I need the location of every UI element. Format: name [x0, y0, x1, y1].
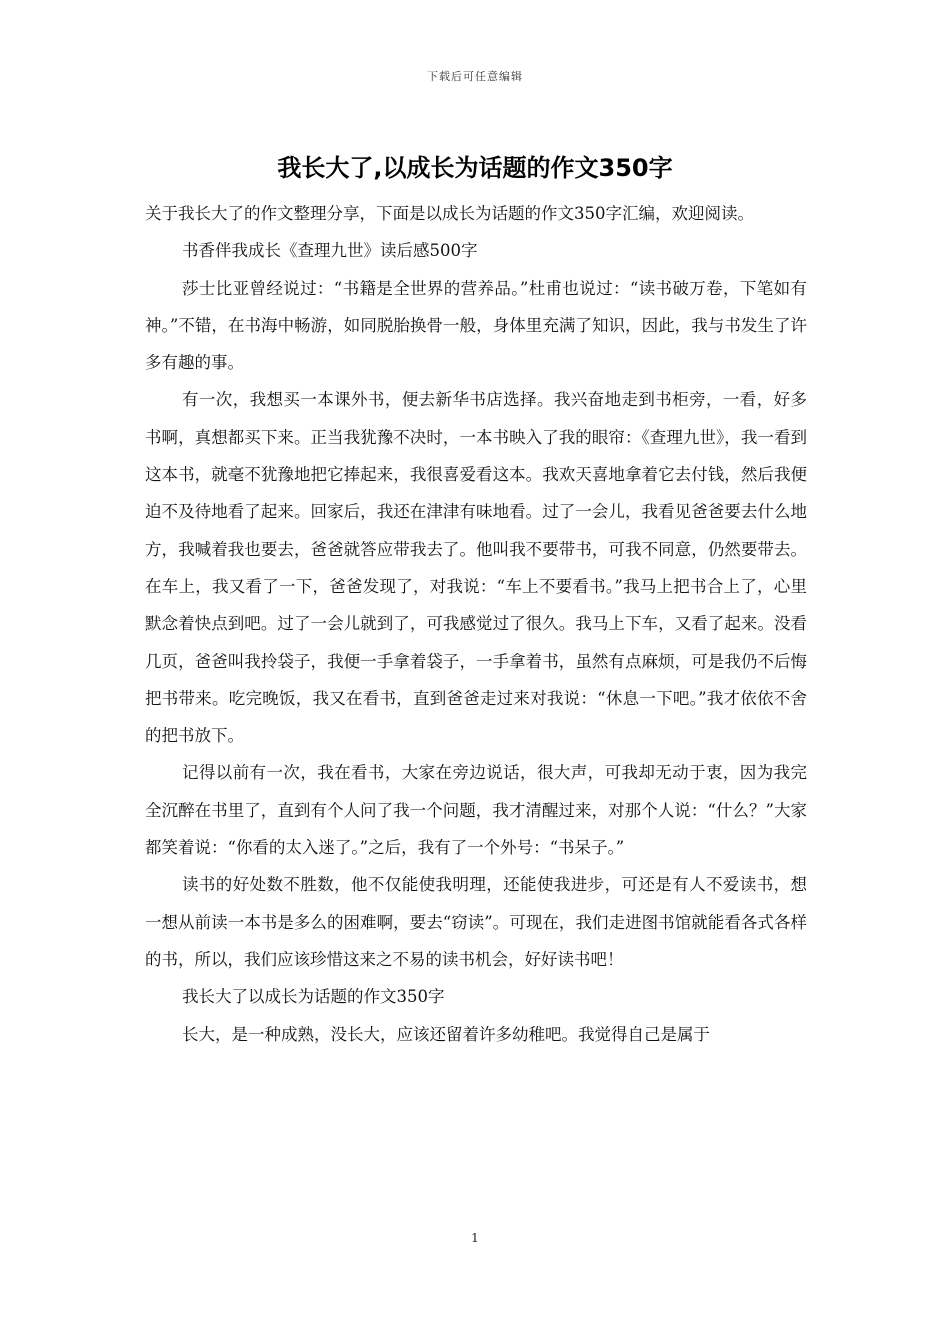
- body-paragraph: 莎士比亚曾经说过：“书籍是全世界的营养品。”杜甫也说过：“读书破万卷，下笔如有神。”不错，在书海中畅游，如同脱胎换骨一般，身体里充满了知识，因此，我与书发生了许多有趣的事。: [145, 278, 807, 373]
- intro-paragraph: 关于我长大了的作文整理分享，下面是以成长为话题的作文350字汇编，欢迎阅读。: [145, 204, 754, 223]
- section-heading: 书香伴我成长《查理九世》读后感500字: [182, 241, 478, 261]
- document-title: 我长大了,以成长为话题的作文350字: [277, 154, 673, 182]
- body-paragraph: 有一次，我想买一本课外书，便去新华书店选择。我兴奋地走到书柜旁，一看，好多书啊，真想都买下来。正当我犹豫不决时，一本书映入了我的眼帘：《查理九世》，我一看到这本书，就毫不犹豫地把它捧起来，我很喜爱看这本。我欢天喜地拿着它去付钱，然后我便迫不及待地看了起来。回家后，我还在津津有味地看。过了一会儿，我看见爸爸要去什么地方，我喊着我也要去，爸爸就答应带我去了。他叫我不要带书，可我不同意，仍然要带去。在车上，我又看了一下，爸爸发现了，对我说：“车上不要看书。”我马上把书合上了，心里默念着快点到吧。过了一会儿就到了，可我感觉过了很久。我马上下车，又看了起来。没看几页，爸爸叫我拎袋子，我便一手拿着袋子，一手拿着书，虽然有点麻烦，可是我仍不后悔把书带来。吃完晚饭，我又在看书，直到爸爸走过来对我说：“休息一下吧。”我才依依不舍的把书放下。: [145, 390, 807, 746]
- body-paragraph: 长大，是一种成熟，没长大，应该还留着许多幼稚吧。我觉得自己是属于: [182, 1024, 710, 1044]
- header-note: 下载后可任意编辑: [427, 70, 523, 83]
- body-paragraph: 读书的好处数不胜数，他不仅能使我明理，还能使我进步，可还是有人不爱读书，想一想从前读一本书是多么的困难啊，要去“窃读”。可现在，我们走进图书馆就能看各式各样的书，所以，我们应该珍惜这来之不易的读书机会，好好读书吧！: [145, 875, 807, 969]
- body-paragraph: 记得以前有一次，我在看书，大家在旁边说话，很大声，可我却无动于衷，因为我完全沉醉在书里了，直到有个人问了我一个问题，我才清醒过来，对那个人说：“什么？”大家都笑着说：“你看的太入迷了。”之后，我有了一个外号：“书呆子。”: [145, 763, 807, 858]
- page-number: 1: [471, 1231, 479, 1245]
- section-heading: 我长大了以成长为话题的作文350字: [182, 987, 445, 1007]
- document-body: [145, 195, 807, 1053]
